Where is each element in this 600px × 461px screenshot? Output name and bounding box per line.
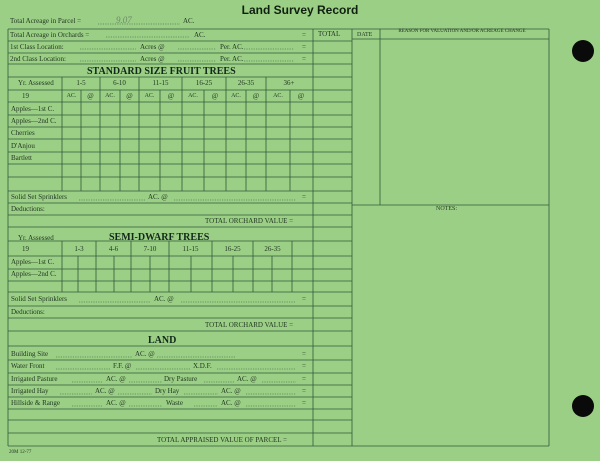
eq-sign: =: [302, 362, 306, 370]
irrigated-hay-ac-at: AC. @: [95, 387, 115, 395]
ac-subheader: AC.: [66, 93, 77, 99]
standard-sprinklers-ac-at: AC. @: [148, 193, 168, 201]
semi-year-prefix: 19: [22, 245, 29, 253]
at-subheader: @: [297, 92, 305, 100]
binder-hole-bottom: [572, 395, 594, 417]
dry-pasture-ac-at: AC. @: [237, 375, 257, 383]
semi-age-group-header: 11-15: [182, 245, 199, 253]
at-subheader: @: [252, 92, 260, 100]
irrigated-hay-label: Irrigated Hay: [11, 387, 49, 395]
waste-label: Waste: [166, 399, 183, 407]
semi-yr-assessed: Yr. Assessed: [18, 234, 54, 242]
class1-acres-at: Acres @: [140, 43, 165, 51]
semi-sprinklers-ac-at: AC. @: [154, 295, 174, 303]
semi-row-label: Apples—1st C.: [11, 258, 55, 266]
eq-sign: =: [302, 193, 306, 201]
total-column-header: TOTAL: [318, 30, 341, 38]
age-group-header: 11-15: [152, 79, 169, 87]
standard-sprinklers-label: Solid Set Sprinklers: [11, 193, 68, 201]
building-site-ac-at: AC. @: [135, 350, 155, 358]
semi-dwarf-heading: SEMI-DWARF TREES: [109, 232, 210, 243]
age-group-header: 6-10: [113, 79, 126, 87]
eq-sign: =: [302, 31, 306, 39]
total-parcel-unit: AC.: [183, 17, 195, 25]
eq-sign: =: [302, 43, 306, 51]
eq-sign: =: [302, 387, 306, 395]
ac-subheader: AC.: [231, 93, 241, 99]
water-front-xdf: X.D.F.: [193, 362, 212, 370]
semi-age-group-header: 1-3: [74, 245, 84, 253]
semi-age-group-header: 16-25: [224, 245, 241, 253]
class2-acres-at: Acres @: [140, 55, 165, 63]
hillside-ac-at: AC. @: [106, 399, 126, 407]
total-orchards-label: Total Acreage in Orchards =: [10, 31, 90, 39]
class2-per-ac: Per. AC.: [220, 55, 244, 63]
irrigated-pasture-ac-at: AC. @: [106, 375, 126, 383]
semi-deductions-label: Deductions:: [11, 308, 45, 316]
water-front-label: Water Front: [11, 362, 45, 370]
hillside-range-label: Hillside & Range: [11, 399, 60, 407]
semi-age-group-header: 7-10: [143, 245, 157, 253]
semi-age-group-header: 26-35: [264, 245, 281, 253]
at-subheader: @: [211, 92, 219, 100]
age-group-header: 16-25: [195, 79, 213, 87]
age-group-header: 1-5: [76, 79, 86, 87]
ac-subheader: AC.: [105, 93, 115, 99]
row-label: Cherries: [11, 129, 35, 137]
reason-column-header: REASON FOR VALUATION AND/OR ACREAGE CHANGE: [398, 29, 526, 34]
eq-sign: =: [302, 295, 306, 303]
ac-subheader: AC.: [144, 93, 155, 99]
class2-label: 2nd Class Location:: [10, 55, 66, 63]
at-subheader: @: [126, 92, 133, 100]
row-label: Bartlett: [11, 154, 32, 162]
standard-total-orchard-value: TOTAL ORCHARD VALUE =: [205, 217, 294, 225]
land-heading: LAND: [148, 335, 177, 346]
eq-sign: =: [302, 55, 306, 63]
building-site-label: Building Site: [11, 350, 49, 358]
dry-hay-label: Dry Hay: [155, 387, 180, 395]
standard-year-prefix: 19: [22, 92, 29, 100]
ac-subheader: AC.: [273, 93, 283, 99]
at-subheader: @: [87, 92, 94, 100]
at-subheader: @: [167, 92, 175, 100]
age-group-header: 36+: [283, 79, 295, 87]
row-label: Apples—2nd C.: [11, 117, 57, 125]
eq-sign: =: [302, 399, 306, 407]
row-label: D'Anjou: [11, 142, 35, 150]
class1-label: 1st Class Location:: [10, 43, 64, 51]
semi-total-orchard-value: TOTAL ORCHARD VALUE =: [205, 321, 294, 329]
standard-yr-assessed: Yr. Assessed: [18, 79, 54, 87]
notes-label: NOTES:: [436, 206, 457, 212]
waste-ac-at: AC. @: [221, 399, 241, 407]
binder-hole-top: [572, 40, 594, 62]
standard-deductions-label: Deductions:: [11, 205, 45, 213]
semi-row-label: Apples—2nd C.: [11, 270, 57, 278]
dry-pasture-label: Dry Pasture: [164, 375, 198, 383]
water-front-ff-at: F.F. @: [113, 362, 132, 370]
semi-age-group-header: 4-6: [108, 245, 119, 253]
row-label: Apples—1st C.: [11, 105, 55, 113]
eq-sign: =: [302, 350, 306, 358]
age-group-header: 26-35: [237, 79, 255, 87]
class1-per-ac: Per. AC.: [220, 43, 244, 51]
total-parcel-label: Total Acreage in Parcel =: [10, 17, 82, 25]
total-appraised-value: TOTAL APPRAISED VALUE OF PARCEL =: [157, 436, 287, 444]
standard-trees-heading: STANDARD SIZE FRUIT TREES: [87, 66, 236, 77]
eq-sign: =: [302, 375, 306, 383]
ac-subheader: AC.: [188, 93, 198, 99]
dry-hay-ac-at: AC. @: [221, 387, 241, 395]
form-code: 20M 12-77: [9, 450, 32, 455]
irrigated-pasture-label: Irrigated Pasture: [11, 375, 58, 383]
semi-sprinklers-label: Solid Set Sprinklers: [11, 295, 68, 303]
date-column-header: DATE: [357, 32, 373, 38]
total-orchards-unit: AC.: [194, 31, 206, 39]
form-title: Land Survey Record: [241, 3, 359, 17]
handwritten-parcel-acreage[interactable]: 9.07: [116, 15, 132, 25]
